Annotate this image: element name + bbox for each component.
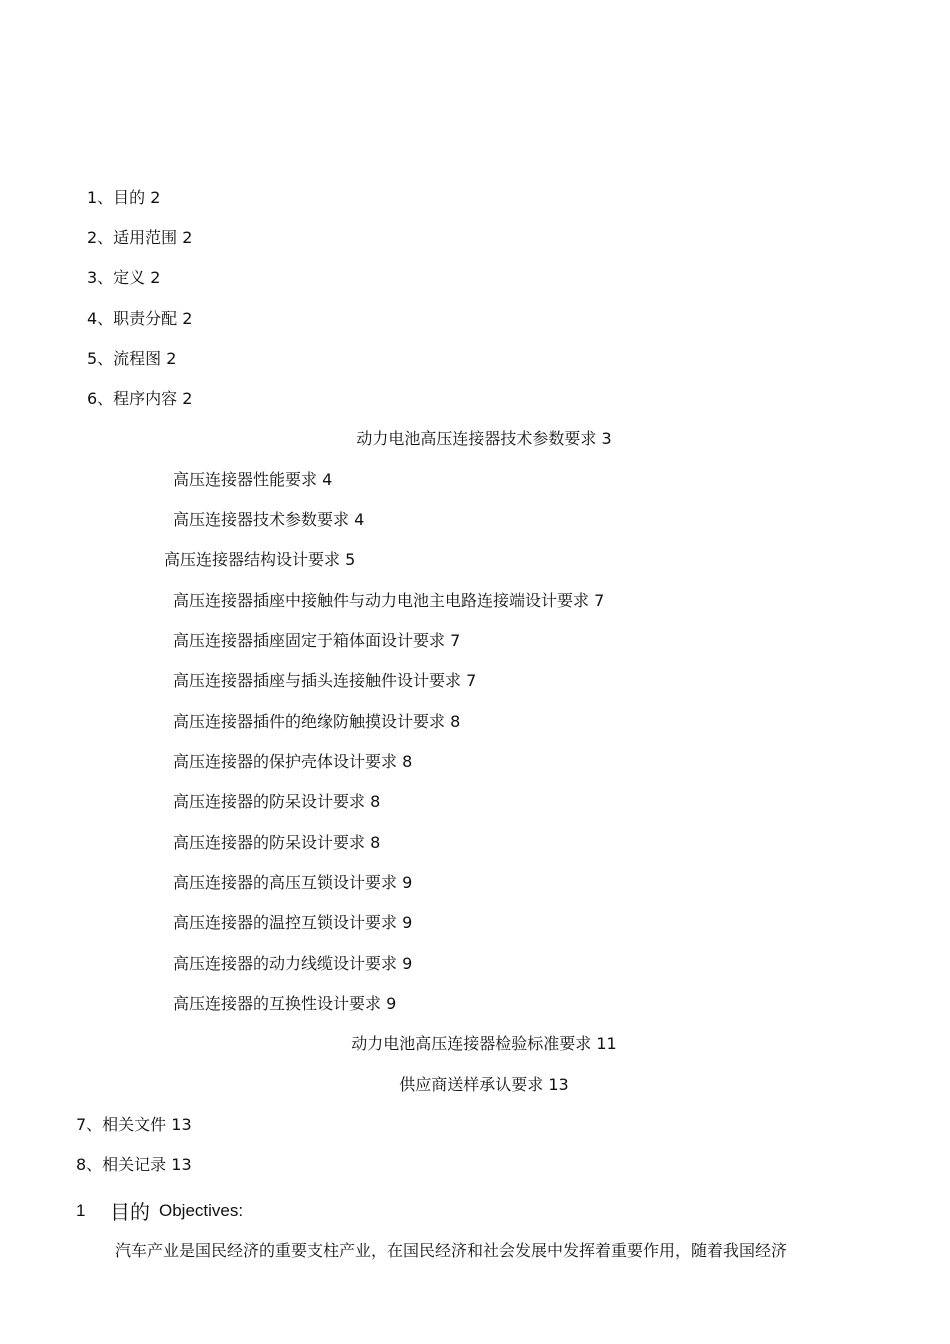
- toc-item: 供应商送样承认要求 13: [399, 1075, 569, 1094]
- toc-item: 3、定义 2: [87, 268, 161, 287]
- toc-item: 6、程序内容 2: [87, 389, 193, 408]
- toc-item: 高压连接器插座中接触件与动力电池主电路连接端设计要求 7: [173, 591, 605, 610]
- toc-item: 5、流程图 2: [87, 349, 177, 368]
- toc-item: 7、相关文件 13: [76, 1115, 192, 1134]
- toc-item: 动力电池高压连接器技术参数要求 3: [356, 429, 612, 448]
- toc-item: 高压连接器的防呆设计要求 8: [173, 792, 381, 811]
- body-paragraph: 汽车产业是国民经济的重要支柱产业，在国民经济和社会发展中发挥着重要作用，随着我国经济: [115, 1241, 788, 1260]
- section-title-cn: 目的: [110, 1200, 150, 1224]
- section-number: 1: [76, 1201, 86, 1220]
- toc-item: 高压连接器的保护壳体设计要求 8: [173, 752, 413, 771]
- toc-item: 高压连接器性能要求 4: [173, 470, 333, 489]
- toc-item: 高压连接器插座固定于箱体面设计要求 7: [173, 631, 461, 650]
- toc-item: 4、职责分配 2: [87, 309, 193, 328]
- toc-item: 高压连接器的高压互锁设计要求 9: [173, 873, 413, 892]
- section-title-en: Objectives:: [159, 1201, 244, 1220]
- toc-item: 高压连接器的防呆设计要求 8: [173, 833, 381, 852]
- toc-item: 8、相关记录 13: [76, 1155, 192, 1174]
- toc-item: 高压连接器技术参数要求 4: [173, 510, 365, 529]
- toc-item: 高压连接器插件的绝缘防触摸设计要求 8: [173, 712, 461, 731]
- toc-item: 高压连接器的互换性设计要求 9: [173, 994, 397, 1013]
- toc-item: 高压连接器插座与插头连接触件设计要求 7: [173, 671, 477, 690]
- toc-item: 高压连接器的温控互锁设计要求 9: [173, 913, 413, 932]
- toc-item: 高压连接器的动力线缆设计要求 9: [173, 954, 413, 973]
- toc-item: 1、目的 2: [87, 188, 161, 207]
- toc-item: 动力电池高压连接器检验标准要求 11: [351, 1034, 617, 1053]
- toc-item: 2、适用范围 2: [87, 228, 193, 247]
- toc-item: 高压连接器结构设计要求 5: [164, 550, 356, 569]
